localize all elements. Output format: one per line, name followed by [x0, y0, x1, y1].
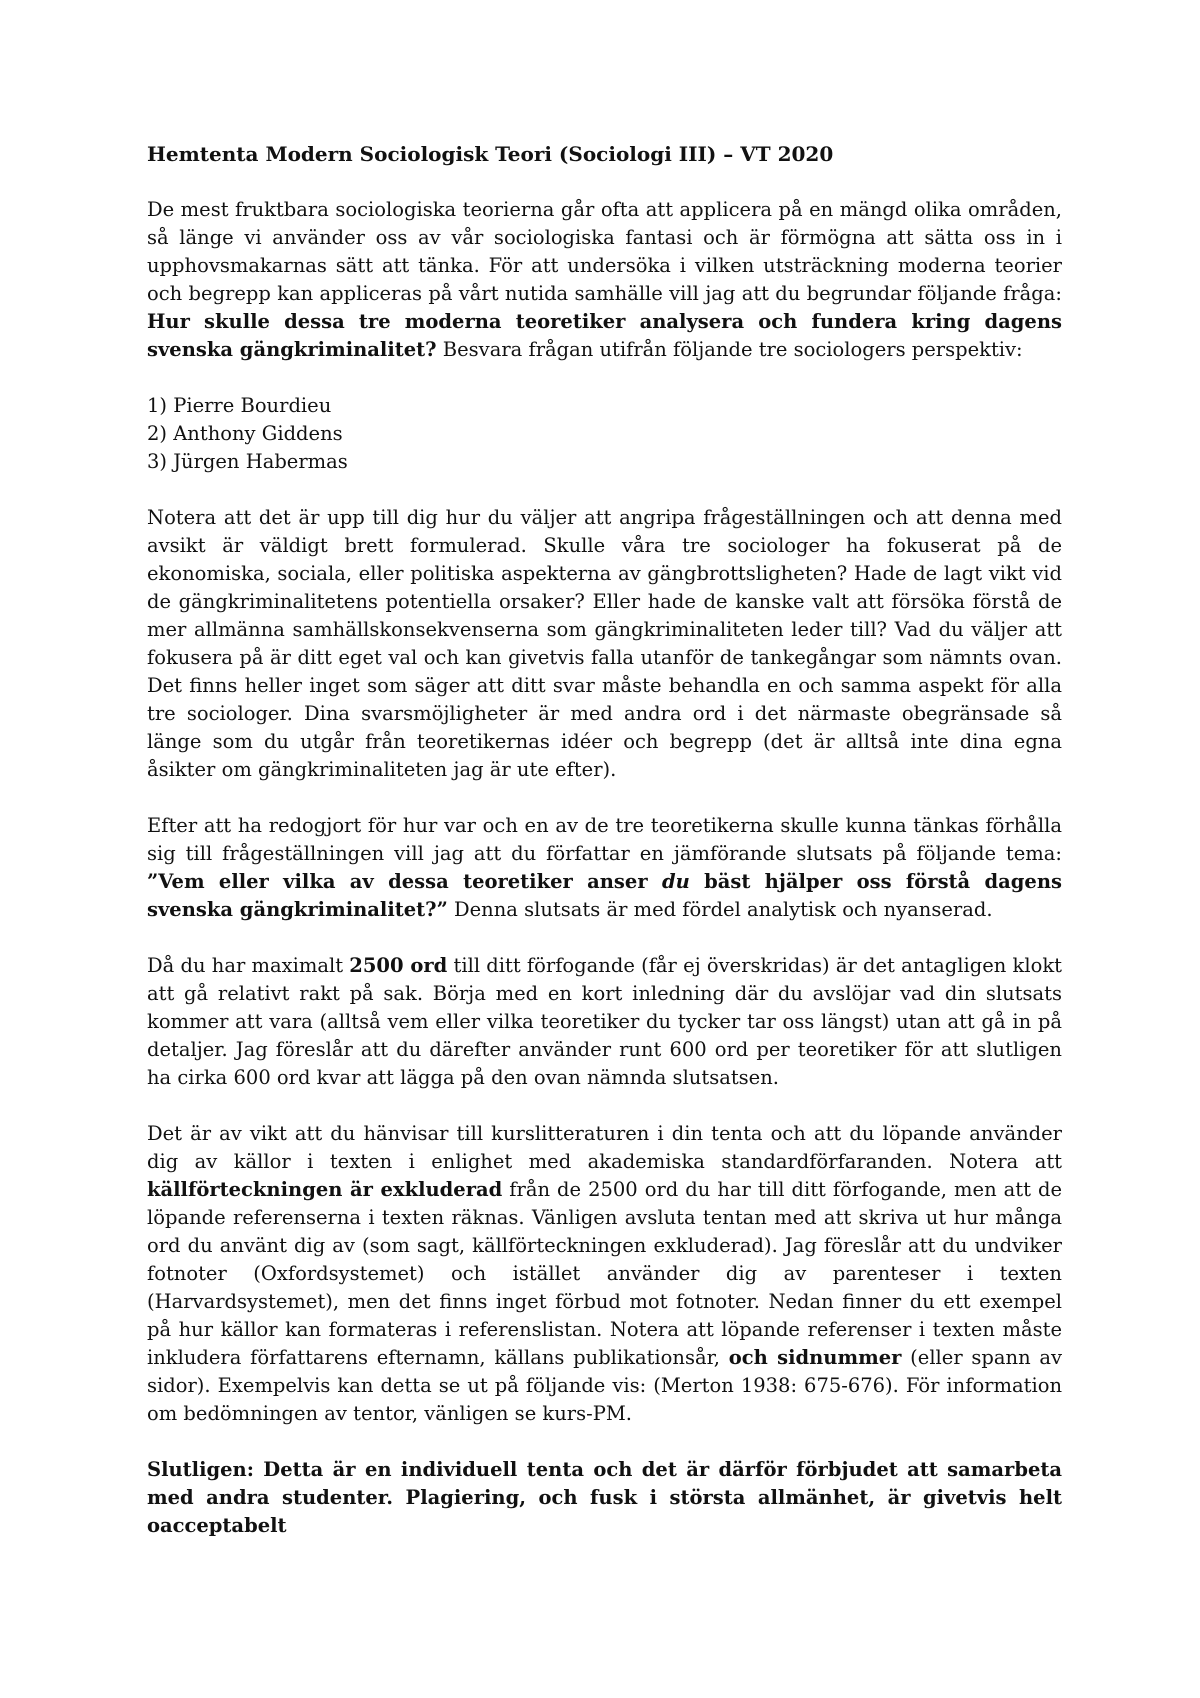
- document-title: Hemtenta Modern Sociologisk Teori (Sociologi III) – VT 2020: [147, 142, 834, 166]
- list-item: 1) Pierre Bourdieu: [147, 394, 332, 417]
- conclusion-question-emphasis: du: [661, 870, 690, 893]
- conclusion-paragraph: [147, 812, 1062, 924]
- conclusion-question-a: ”Vem eller vilka av dessa teoretiker anser: [147, 870, 662, 893]
- intro-paragraph: [147, 196, 1062, 364]
- references-bold-b: och sidnummer: [728, 1346, 902, 1369]
- intro-text: De mest fruktbara sociologiska teorierna går ofta att applicera på en mängd olika områden, så länge vi använder oss av vår sociologiska fantasi och är förmögna att sätta oss in i upphovsmakarnas sätt att tänka. För att undersöka i vilken utsträckning moderna teorier och begrepp kan appliceras på vårt nutida samhälle vill jag att du begrundar följande fråga:: [147, 198, 1062, 305]
- word-limit-value: 2500 ord: [349, 954, 448, 977]
- references-text-end: (eller spann av sidor). Exempelvis kan detta se ut på följande vis: (Merton 1938: 675-676). För information om bedömningen av tentor, vänligen se kurs-PM.: [147, 1346, 1063, 1425]
- intro-text-end: Besvara frågan utifrån följande tre sociologers perspektiv:: [436, 338, 1023, 361]
- word-limit-text: Då du har maximalt: [147, 954, 350, 977]
- final-warning-paragraph: Slutligen: Detta är en individuell tenta och det är därför förbjudet att samarbeta med andra studenter. Plagiering, och fusk i största allmänhet, är givetvis helt oacceptabelt: [147, 1458, 1062, 1537]
- references-paragraph: [147, 1120, 1062, 1428]
- references-text-mid: från de 2500 ord du har till ditt förfogande, men att de löpande referenserna i texten räknas. Vänligen avsluta tentan med att skriva ut hur många ord du använt dig av (som sagt, källförteckningen exkluderad). Jag föreslår att du undviker fotnoter (Oxfordsystemet) och istället använder dig av parenteser i texten (Harvardsystemet), men det finns inget förbud mot fotnoter. Nedan finner du ett exempel på hur källor kan formateras i referenslistan. Notera att löpande referenser i texten måste inkludera författarens efternamn, källans publikationsår,: [147, 1178, 1062, 1369]
- list-item: 3) Jürgen Habermas: [147, 450, 348, 473]
- conclusion-question-b: bäst hjälper oss förstå dagens svenska gängkriminalitet?”: [147, 870, 1062, 921]
- approach-paragraph: Notera att det är upp till dig hur du väljer att angripa frågeställningen och att denna med avsikt är väldigt brett formulerad. Skulle våra tre sociologer ha fokuserat på de ekonomiska, sociala, eller politiska aspekterna av gängbrottsligheten? Hade de lagt vikt vid de gängkriminalitetens potentiella orsaker? Eller hade de kanske valt att försöka förstå de mer allmänna samhällskonsekvenserna som gängkriminaliteten leder till? Vad du väljer att fokusera på är ditt eget val och kan givetvis falla utanför de tankegångar som nämnts ovan. Det finns heller inget som säger att ditt svar måste behandla en och samma aspekt för alla tre sociologer. Dina svarsmöjligheter är med andra ord i det närmaste obegränsade så länge som du utgår från teoretikernas idéer och begrepp (det är alltså inte dina egna åsikter om gängkriminaliteten jag är ute efter).: [147, 506, 1062, 781]
- document-page: [147, 140, 1062, 1568]
- list-item: 2) Anthony Giddens: [147, 422, 343, 445]
- word-limit-text-end: till ditt förfogande (får ej överskridas) är det antagligen klokt att gå relativt rakt på sak. Börja med en kort inledning där du avslöjar vad din slutsats kommer att vara (alltså vem eller vilka teoretiker du tycker tar oss längst) utan att gå in på detaljer. Jag föreslår att du därefter använder runt 600 ord per teoretiker för att slutligen ha cirka 600 ord kvar att lägga på den ovan nämnda slutsatsen.: [147, 954, 1062, 1089]
- conclusion-text: Efter att ha redogjort för hur var och en av de tre teoretikerna skulle kunna tänkas förhålla sig till frågeställningen vill jag att du författar en jämförande slutsats på följande tema:: [147, 814, 1062, 865]
- references-text: Det är av vikt att du hänvisar till kurslitteraturen i din tenta och att du löpande använder dig av källor i texten i enlighet med akademiska standardförfaranden. Notera att: [147, 1122, 1062, 1173]
- sociologist-list: [147, 392, 1062, 476]
- main-question: Hur skulle dessa tre moderna teoretiker analysera och fundera kring dagens svenska gängkriminalitet?: [147, 310, 1062, 361]
- references-bold-a: källförteckningen är exkluderad: [147, 1178, 503, 1201]
- word-limit-paragraph: [147, 952, 1062, 1092]
- conclusion-text-end: Denna slutsats är med fördel analytisk och nyanserad.: [447, 898, 993, 921]
